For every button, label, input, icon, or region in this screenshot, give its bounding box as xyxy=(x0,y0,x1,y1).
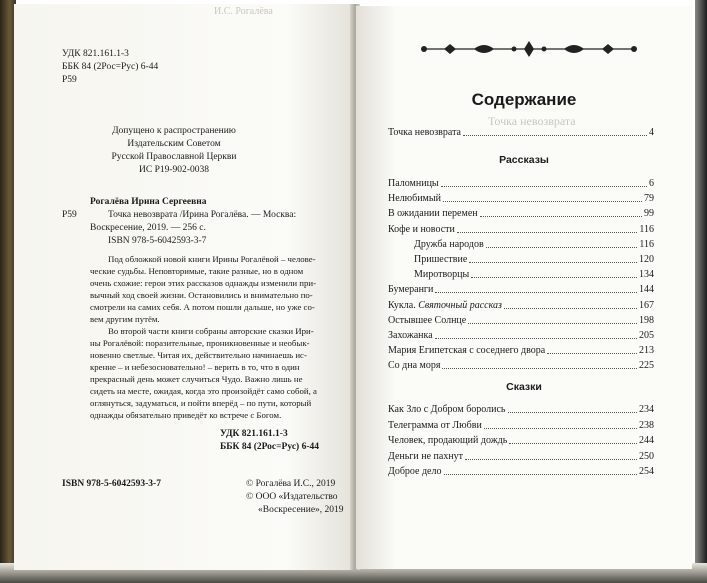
approval-line: Допущено к распространению xyxy=(112,126,236,136)
toc-entry-title-text: Доброе дело xyxy=(388,466,442,478)
toc-entry-title-text: Как Зло с Добром боролись xyxy=(388,404,506,415)
toc-entry-title-text: Нелюбимый xyxy=(388,193,441,205)
annotation-line: вычный ход своей жизни. Остановились и внимательно по- xyxy=(90,290,313,300)
toc-leader xyxy=(468,323,637,324)
toc-leader xyxy=(547,353,637,354)
approval-line: Русской Православной Церкви xyxy=(111,152,237,162)
toc-entry-title-text: Паломницы xyxy=(388,178,439,189)
annotation-line: кренне – и небезосновательно! – верить в то, что в один xyxy=(90,362,300,372)
toc-entry-title-text: Со дна моря xyxy=(388,360,441,372)
toc-entry-title-text: Телеграмма от Любви xyxy=(388,419,482,431)
toc-entry xyxy=(388,328,654,342)
toc-entry xyxy=(388,206,654,220)
toc-leader xyxy=(480,216,642,217)
toc-entry xyxy=(388,282,654,296)
annotation-line: сидеть на месте, ожидая, когда это произойдёт само собой, а xyxy=(90,386,317,396)
copyright-line: «Воскресение», 2019 xyxy=(258,505,344,515)
toc-leader xyxy=(484,428,637,429)
toc-entry-title xyxy=(414,254,467,266)
annotation-line: прекрасный день может случиться Чудо. Важно лишь не xyxy=(90,374,303,384)
toc-entry-title: Точка невозврата xyxy=(388,127,461,138)
toc-entry-subtitle: Святочный рассказ xyxy=(418,299,502,311)
udk: УДК 821.161.1-3 xyxy=(62,49,129,59)
toc-entry xyxy=(414,267,654,281)
toc-entry-page: 120 xyxy=(639,254,654,265)
toc-entry-page: 198 xyxy=(639,314,654,326)
toc-entry-page: 167 xyxy=(639,299,654,311)
approval-line: Издательским Советом xyxy=(127,139,221,149)
toc-entry-page: 238 xyxy=(639,419,654,431)
toc-entry-title xyxy=(388,435,507,447)
toc-leader xyxy=(504,308,637,309)
toc-leader xyxy=(486,247,638,248)
toc-entry xyxy=(388,464,654,478)
toc-entry-title xyxy=(388,360,440,372)
toc-entry-title xyxy=(388,404,506,416)
isbn-bottom: ISBN 978-5-6042593-3-7 xyxy=(62,479,161,489)
toc-entry-title-text: Захожанка xyxy=(388,330,433,341)
toc-entry-title-text: Бумеранги xyxy=(388,284,434,296)
toc-leader xyxy=(444,474,638,475)
toc-leader xyxy=(469,262,637,263)
annotation-line: однажды обязательно приведёт ко встрече с Богом. xyxy=(90,410,282,420)
toc-leader xyxy=(463,135,647,136)
toc-entry xyxy=(388,449,654,463)
toc-leader xyxy=(443,201,642,202)
toc-entry-title xyxy=(388,345,545,357)
isbn-inline: ISBN 978-5-6042593-3-7 xyxy=(108,236,207,246)
toc-entry xyxy=(388,313,654,327)
toc-entry-title-text: Деньги не пахнут xyxy=(388,450,464,462)
annotation-line: вем другим путём. xyxy=(90,314,160,324)
toc-leader xyxy=(465,459,637,460)
toc-entry-page: 234 xyxy=(639,404,654,415)
toc-leader xyxy=(442,368,637,369)
toc-entry-page: 205 xyxy=(639,330,654,341)
toc-entry-title xyxy=(388,330,433,342)
toc-entry xyxy=(414,252,654,266)
toc-entry-title xyxy=(388,300,502,312)
toc-entry-title xyxy=(414,239,484,251)
toc-entry xyxy=(388,433,654,447)
toc-leader xyxy=(435,292,637,293)
approval-line: ИС Р19-902-0038 xyxy=(139,165,209,175)
toc-entry-title-text: В ожидании перемен xyxy=(388,208,478,220)
toc-entry xyxy=(388,298,654,312)
annotation-line: оглянуться, задуматься, и пойти вперёд – по пути, который xyxy=(90,398,312,408)
toc-entry-page: 225 xyxy=(639,360,654,372)
toc-leader xyxy=(471,277,637,278)
toc-entry-title xyxy=(388,178,439,190)
toc-entry-page: 4 xyxy=(649,127,654,138)
toc-entry-page: 144 xyxy=(639,284,654,296)
toc-entry xyxy=(388,176,654,190)
toc-entry-title-text: Кофе и новости xyxy=(388,223,455,235)
toc-entry-title-text: Мария Египетская с соседнего двора xyxy=(388,345,546,357)
toc-entry-title-text: Кукла. xyxy=(388,299,419,311)
bib-line: Точка невозврата /Ирина Рогалёва. — Москва: xyxy=(108,210,297,220)
section-heading-stories: Рассказы xyxy=(499,154,549,166)
toc-entry-title-text: Человек, продающий дождь xyxy=(388,435,508,447)
toc-entry-title xyxy=(388,224,455,236)
toc-entry-page: 116 xyxy=(639,223,654,235)
toc-entry-title xyxy=(414,269,469,281)
toc-entry-title-text: Миротворцы xyxy=(414,269,470,281)
decorative-ornament-icon xyxy=(414,40,644,58)
toc-entry xyxy=(388,125,654,139)
toc-entry-page: 79 xyxy=(644,193,654,205)
author-code: Р59 xyxy=(62,75,77,85)
toc-entry xyxy=(388,343,654,357)
author-code-2: Р59 xyxy=(62,210,77,220)
annotation-line: Под обложкой новой книги Ирины Рогалёвой – челове- xyxy=(108,254,316,264)
toc-leader xyxy=(457,232,638,233)
toc-leader xyxy=(441,186,647,187)
copyright-line: © ООО «Издательство xyxy=(246,492,338,502)
toc-entry-page: 116 xyxy=(639,238,654,250)
toc-entry xyxy=(414,237,654,251)
toc-entry-title xyxy=(388,284,433,296)
show-through-text: Точка невозврата xyxy=(488,114,576,128)
toc-entry-page: 213 xyxy=(639,345,654,357)
udk-bottom: УДК 821.161.1-3 xyxy=(220,429,288,439)
toc-entry-title-text: Пришествие xyxy=(414,254,468,265)
toc-entry-title xyxy=(388,420,482,432)
page-title: Содержание xyxy=(471,90,577,109)
toc-leader xyxy=(508,412,638,413)
annotation-line: новенно светлые. Читая их, действительно начинаешь ис- xyxy=(90,350,307,360)
toc-entry-title xyxy=(388,466,442,478)
left-page xyxy=(14,4,354,570)
bbk: ББК 84 (2Рос=Рус) 6-44 xyxy=(62,62,159,72)
show-through-text: И.С. Рогалёва xyxy=(214,6,273,17)
author-heading: Рогалёва Ирина Сергеевна xyxy=(90,197,207,207)
annotation-line: смотрели на самих себя. А потом пошли дальше, но уже со- xyxy=(90,302,315,312)
annotation-line: Во второй части книги собраны авторские сказки Ири- xyxy=(108,326,314,336)
toc-leader xyxy=(509,443,637,444)
toc-leader xyxy=(435,338,637,339)
toc-entry xyxy=(388,222,654,236)
toc-entry-page: 6 xyxy=(649,178,654,189)
toc-entry-title-text: Дружба народов xyxy=(414,238,484,250)
bbk-bottom: ББК 84 (2Рос=Рус) 6-44 xyxy=(220,442,319,452)
toc-entry-title xyxy=(388,451,463,463)
toc-entry-title xyxy=(388,208,478,220)
toc-entry-page: 244 xyxy=(639,435,654,447)
copyright-line: © Рогалёва И.С., 2019 xyxy=(246,479,336,489)
bib-line: Воскресение, 2019. — 256 с. xyxy=(90,223,206,233)
toc-entry-title xyxy=(388,193,441,205)
annotation-line: очень схожие: герои этих рассказов однажды изменили при- xyxy=(90,278,317,288)
toc-entry xyxy=(388,418,654,432)
toc-entry xyxy=(388,402,654,416)
annotation-line: ческие судьбы. Неповторимые, такие разные, но в одном xyxy=(90,266,304,276)
toc-entry xyxy=(388,191,654,205)
toc-entry-title-text: Остывшее Солнце xyxy=(388,314,467,326)
toc-entry-page: 134 xyxy=(639,269,654,281)
toc-entry-page: 99 xyxy=(644,208,654,220)
book-cover-right-edge xyxy=(695,0,707,583)
section-heading-tales: Сказки xyxy=(506,381,542,393)
toc-entry-page: 250 xyxy=(639,450,654,462)
toc-entry-title xyxy=(388,315,466,327)
toc-entry-page: 254 xyxy=(639,466,654,478)
toc-entry xyxy=(388,358,654,372)
annotation-line: ны Рогалёвой: поразительные, проникновенные и необык- xyxy=(90,338,310,348)
right-page xyxy=(356,6,692,569)
